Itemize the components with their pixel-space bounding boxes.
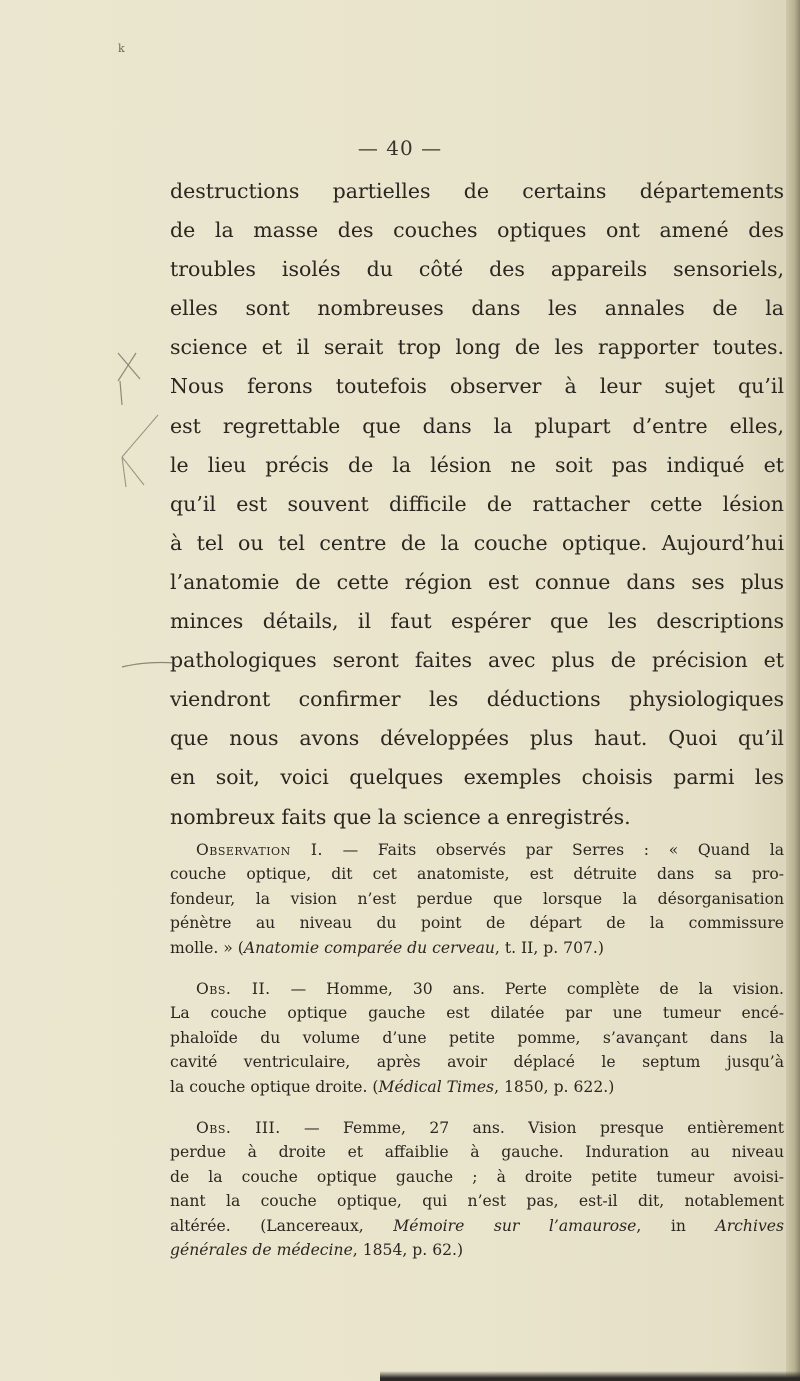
text-line: minces détails, il faut espérer que les descriptions [170, 609, 784, 634]
citation-title: générales de médecine [170, 1241, 353, 1260]
text-line: destructions partielles de certains départements [170, 179, 784, 203]
citation-title: Mémoire sur l’amaurose [393, 1216, 637, 1235]
text-fragment: , 1854, p. 62.) [352, 1241, 464, 1260]
page-edge-shadow [786, 0, 800, 1381]
text-fragment: , 1850, p. 622.) [494, 1077, 615, 1096]
page-number: — 40 — [357, 136, 443, 160]
text-fragment: molle. » ( [170, 938, 244, 957]
page-bottom-shadow [380, 1371, 800, 1381]
text-line: Nous ferons toutefois observer à leur sujet qu’il [170, 374, 784, 399]
text-fragment: la couche optique droite. ( [170, 1077, 379, 1096]
text-fragment: , in [636, 1216, 716, 1235]
text-fragment: altérée. (Lancereaux, [170, 1216, 394, 1235]
text-line: couche optique, dit cet anatomiste, est détruite dans sa pro- [170, 865, 784, 884]
text-line: qu’il est souvent difficile de rattacher cette lésion [170, 491, 784, 516]
text-line: fondeur, la vision n’est perdue que lorsque la désorganisation [170, 889, 784, 908]
pencil-annotation-icon [100, 345, 170, 505]
text-line: La couche optique gauche est dilatée par une tumeur encé- [170, 1004, 784, 1023]
text-line: est regrettable que dans la plupart d’entre elles, [170, 413, 784, 438]
observation-label: Obs. II. [196, 980, 271, 998]
text-line: — Homme, 30 ans. Perte complète de la vision. [270, 980, 784, 998]
text-line: à tel ou tel centre de la couche optique. Aujourd’hui [170, 530, 784, 555]
text-line: nombreux faits que la science a enregistrés. [170, 804, 631, 829]
citation-title: Archives [715, 1216, 784, 1235]
text-line: troubles isolés du côté des appareils sensoriels, [170, 257, 784, 282]
observation-3 [170, 1116, 784, 1262]
text-line: pathologiques seront faites avec plus de précision et [170, 648, 784, 673]
observation-label: Observation I. [196, 841, 323, 859]
citation-title: Anatomie comparée du cerveau [243, 938, 495, 957]
observation-label: Obs. III. [196, 1119, 281, 1137]
observation-1 [170, 838, 784, 960]
text-line: cavité ventriculaire, après avoir déplacé le septum jusqu’à [170, 1053, 784, 1072]
text-line: viendront confirmer les déductions physiologiques [170, 687, 784, 712]
observation-2 [170, 977, 784, 1099]
text-line: — Femme, 27 ans. Vision presque entièrement [280, 1119, 784, 1137]
text-line: le lieu précis de la lésion ne soit pas indiqué et [170, 452, 784, 477]
text-line: en soit, voici quelques exemples choisis parmi les [170, 765, 784, 790]
text-line: l’anatomie de cette région est connue dans ses plus [170, 569, 784, 594]
corner-mark: k [118, 42, 125, 55]
text-line: — Faits observés par Serres : « Quand la [322, 841, 784, 859]
main-paragraph [170, 172, 784, 837]
text-line: de la couche optique gauche ; à droite petite tumeur avoisi- [170, 1167, 784, 1186]
text-line: phaloïde du volume d’une petite pomme, s’avançant dans la [170, 1028, 784, 1047]
text-line: science et il serait trop long de les rapporter toutes. [170, 335, 784, 360]
text-line: que nous avons développées plus haut. Quoi qu’il [170, 726, 784, 751]
citation-title: Médical Times [378, 1077, 495, 1096]
text-line: de la masse des couches optiques ont amené des [170, 218, 784, 243]
text-line: nant la couche optique, qui n’est pas, est-il dit, notablement [170, 1192, 784, 1211]
text-fragment: , t. II, p. 707.) [494, 938, 604, 957]
text-line: elles sont nombreuses dans les annales de la [170, 296, 784, 321]
text-line: perdue à droite et affaiblie à gauche. Induration au niveau [170, 1143, 784, 1162]
text-line: pénètre au niveau du point de départ de la commissure [170, 914, 784, 933]
